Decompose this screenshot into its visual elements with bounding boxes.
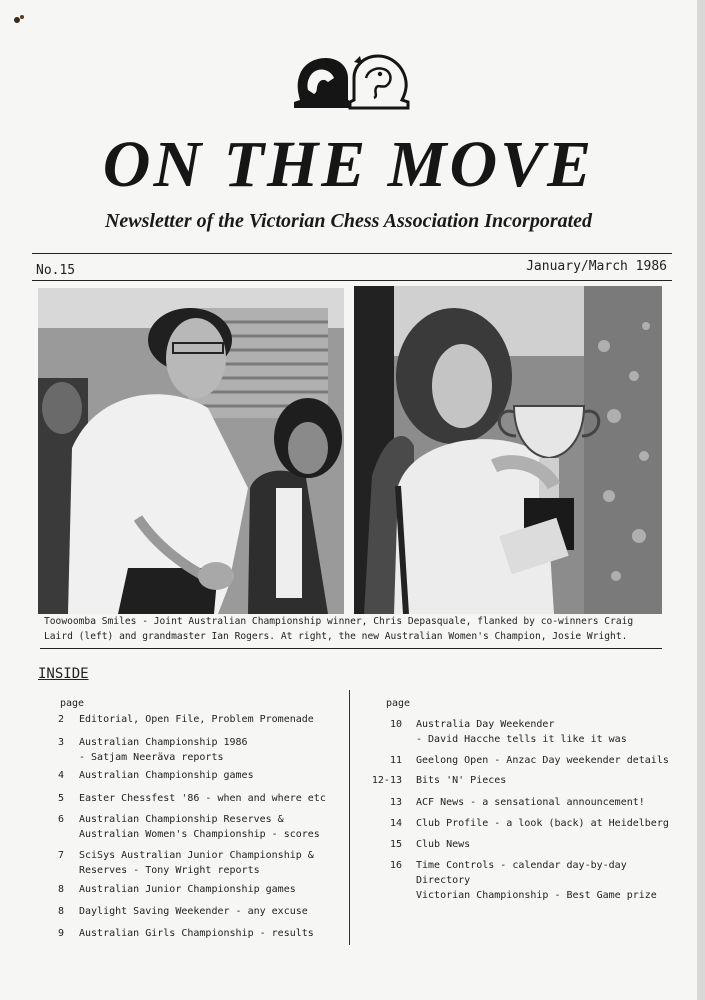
toc-entry-title: Daylight Saving Weekender - any excuse bbox=[79, 906, 308, 917]
toc-entry-subtitle: Victorian Championship - Best Game prize bbox=[416, 890, 657, 901]
newsletter-subtitle: Newsletter of the Victorian Chess Association Incorporated bbox=[104, 210, 593, 232]
toc-entry-title: ACF News - a sensational announcement! bbox=[416, 797, 645, 808]
toc-entry-subtitle: - Satjam Neeräva reports bbox=[79, 752, 224, 763]
toc-entry-title: Geelong Open - Anzac Day weekender details bbox=[416, 755, 669, 766]
inside-heading: INSIDE bbox=[38, 666, 89, 682]
toc-entry-title: Time Controls - calendar day-by-day bbox=[416, 860, 627, 871]
ink-smudge bbox=[12, 14, 26, 24]
photo-caption bbox=[44, 614, 664, 644]
toc-page-number: 8 bbox=[57, 884, 64, 895]
page-label-right: page bbox=[386, 698, 411, 709]
toc-entry-subtitle: - David Hacche tells it like it was bbox=[416, 734, 627, 745]
toc-page-number: 6 bbox=[57, 814, 64, 825]
masthead-top-rule bbox=[32, 253, 672, 254]
masthead-bottom-rule bbox=[32, 280, 672, 281]
toc-page-number: 12-13 bbox=[371, 775, 402, 786]
toc-page-number: 10 bbox=[389, 719, 402, 730]
caption-line-2: Laird (left) and grandmaster Ian Rogers. At right, the new Australian Women's Champion, Josie Wright. bbox=[44, 631, 628, 642]
toc-page-number: 11 bbox=[389, 755, 402, 766]
toc-page-number: 8 bbox=[57, 906, 64, 917]
issue-date: January/March 1986 bbox=[526, 259, 667, 274]
caption-line-1: Toowoomba Smiles - Joint Australian Championship winner, Chris Depasquale, flanked by co-winners Craig bbox=[44, 616, 634, 627]
page-label-left: page bbox=[60, 698, 85, 709]
toc-page-number: 3 bbox=[57, 737, 64, 748]
chess-knights-logo bbox=[288, 48, 414, 114]
newsletter-title: ON THE MOVE bbox=[102, 128, 595, 201]
toc-page-number: 5 bbox=[57, 793, 64, 804]
toc-page-number: 14 bbox=[389, 818, 402, 829]
toc-page-number: 7 bbox=[57, 850, 64, 861]
toc-entry-title: Easter Chessfest '86 - when and where etc bbox=[79, 793, 326, 804]
toc-entry-subtitle: Directory bbox=[416, 875, 471, 886]
column-divider bbox=[349, 690, 350, 945]
photo-toowoomba-smiles bbox=[38, 288, 344, 614]
toc-page-number: 16 bbox=[389, 860, 402, 871]
toc-page-number: 15 bbox=[389, 839, 402, 850]
caption-rule bbox=[40, 648, 662, 649]
toc-entry-subtitle: Reserves - Tony Wright reports bbox=[79, 865, 260, 876]
toc-entry-title: Australian Championship Reserves & bbox=[79, 814, 284, 825]
toc-page-number: 2 bbox=[57, 714, 64, 725]
toc-entry-subtitle: Australian Women's Championship - scores bbox=[79, 829, 320, 840]
toc-page-number: 13 bbox=[389, 797, 402, 808]
toc-entry-title: Club Profile - a look (back) at Heidelberg bbox=[416, 818, 669, 829]
toc-entry-title: SciSys Australian Junior Championship & bbox=[79, 850, 314, 861]
toc-entry-title: Australian Championship 1986 bbox=[79, 737, 248, 748]
toc-page-number: 9 bbox=[57, 928, 64, 939]
issue-number: No.15 bbox=[36, 263, 76, 278]
toc-entry-title: Australian Junior Championship games bbox=[79, 884, 296, 895]
page-edge bbox=[697, 0, 705, 1000]
toc-entry-title: Australian Championship games bbox=[79, 770, 254, 781]
toc-page-number: 4 bbox=[57, 770, 64, 781]
toc-entry-title: Club News bbox=[416, 839, 471, 850]
toc-entry-title: Editorial, Open File, Problem Promenade bbox=[79, 714, 314, 725]
photo-womens-champion bbox=[354, 286, 662, 614]
toc-entry-title: Bits 'N' Pieces bbox=[416, 775, 507, 786]
toc-entry-title: Australia Day Weekender bbox=[416, 719, 555, 730]
toc-entry-title: Australian Girls Championship - results bbox=[79, 928, 314, 939]
